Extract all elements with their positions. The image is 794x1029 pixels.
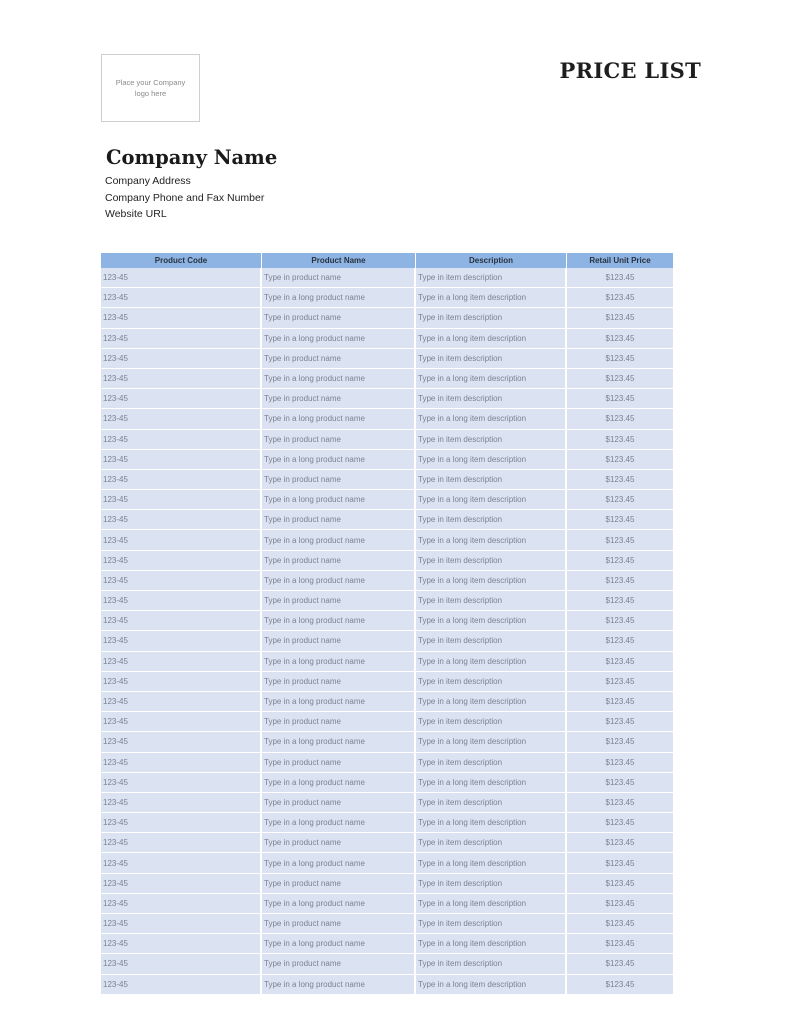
product-name-cell: Type in a long product name <box>262 611 416 631</box>
price-cell: $123.45 <box>567 470 673 490</box>
price-cell: $123.45 <box>567 369 673 389</box>
description-cell: Type in item description <box>416 268 567 288</box>
product-code-cell: 123-45 <box>101 268 262 288</box>
price-cell: $123.45 <box>567 934 673 954</box>
table-row <box>101 692 673 712</box>
description-cell: Type in item description <box>416 712 567 732</box>
price-cell: $123.45 <box>567 551 673 571</box>
product-code-cell: 123-45 <box>101 430 262 450</box>
price-cell: $123.45 <box>567 450 673 470</box>
product-code-cell: 123-45 <box>101 571 262 591</box>
product-name-cell: Type in product name <box>262 349 416 369</box>
product-code-cell: 123-45 <box>101 409 262 429</box>
table-row <box>101 874 673 894</box>
product-code-cell: 123-45 <box>101 934 262 954</box>
table-row <box>101 672 673 692</box>
description-cell: Type in item description <box>416 753 567 773</box>
company-name: Company Name <box>106 146 278 169</box>
description-cell: Type in a long item description <box>416 409 567 429</box>
description-cell: Type in a long item description <box>416 611 567 631</box>
header-retail-unit-price: Retail Unit Price <box>567 253 673 268</box>
table-row <box>101 712 673 732</box>
table-row <box>101 430 673 450</box>
price-cell: $123.45 <box>567 874 673 894</box>
description-cell: Type in a long item description <box>416 288 567 308</box>
product-code-cell: 123-45 <box>101 773 262 793</box>
table-row <box>101 288 673 308</box>
price-cell: $123.45 <box>567 672 673 692</box>
price-cell: $123.45 <box>567 591 673 611</box>
product-name-cell: Type in a long product name <box>262 329 416 349</box>
table-row <box>101 631 673 651</box>
product-code-cell: 123-45 <box>101 874 262 894</box>
table-row <box>101 591 673 611</box>
price-cell: $123.45 <box>567 308 673 328</box>
product-code-cell: 123-45 <box>101 853 262 873</box>
product-name-cell: Type in a long product name <box>262 369 416 389</box>
description-cell: Type in a long item description <box>416 853 567 873</box>
product-code-cell: 123-45 <box>101 753 262 773</box>
price-table <box>101 253 673 995</box>
product-code-cell: 123-45 <box>101 652 262 672</box>
price-cell: $123.45 <box>567 732 673 752</box>
product-code-cell: 123-45 <box>101 813 262 833</box>
table-row <box>101 793 673 813</box>
product-name-cell: Type in a long product name <box>262 853 416 873</box>
product-name-cell: Type in product name <box>262 874 416 894</box>
table-row <box>101 652 673 672</box>
description-cell: Type in item description <box>416 833 567 853</box>
product-name-cell: Type in product name <box>262 470 416 490</box>
description-cell: Type in a long item description <box>416 975 567 995</box>
product-name-cell: Type in product name <box>262 510 416 530</box>
price-cell: $123.45 <box>567 349 673 369</box>
table-row <box>101 389 673 409</box>
description-cell: Type in a long item description <box>416 652 567 672</box>
product-code-cell: 123-45 <box>101 611 262 631</box>
product-name-cell: Type in a long product name <box>262 934 416 954</box>
price-cell: $123.45 <box>567 712 673 732</box>
product-name-cell: Type in product name <box>262 914 416 934</box>
product-name-cell: Type in product name <box>262 551 416 571</box>
document-title: PRICE LIST <box>559 58 701 83</box>
table-row <box>101 510 673 530</box>
product-code-cell: 123-45 <box>101 914 262 934</box>
product-name-cell: Type in a long product name <box>262 409 416 429</box>
table-row <box>101 490 673 510</box>
description-cell: Type in item description <box>416 430 567 450</box>
product-name-cell: Type in a long product name <box>262 894 416 914</box>
product-code-cell: 123-45 <box>101 975 262 995</box>
description-cell: Type in a long item description <box>416 934 567 954</box>
company-website: Website URL <box>105 208 167 220</box>
product-name-cell: Type in product name <box>262 712 416 732</box>
description-cell: Type in a long item description <box>416 894 567 914</box>
description-cell: Type in a long item description <box>416 773 567 793</box>
product-name-cell: Type in a long product name <box>262 490 416 510</box>
description-cell: Type in item description <box>416 308 567 328</box>
description-cell: Type in item description <box>416 551 567 571</box>
table-row <box>101 571 673 591</box>
description-cell: Type in a long item description <box>416 329 567 349</box>
description-cell: Type in item description <box>416 349 567 369</box>
price-cell: $123.45 <box>567 975 673 995</box>
table-row <box>101 308 673 328</box>
company-phone-fax: Company Phone and Fax Number <box>105 192 265 204</box>
table-row <box>101 732 673 752</box>
table-row <box>101 470 673 490</box>
product-name-cell: Type in a long product name <box>262 975 416 995</box>
price-cell: $123.45 <box>567 530 673 550</box>
price-cell: $123.45 <box>567 954 673 974</box>
price-cell: $123.45 <box>567 753 673 773</box>
table-row <box>101 450 673 470</box>
description-cell: Type in item description <box>416 672 567 692</box>
product-code-cell: 123-45 <box>101 288 262 308</box>
header-description: Description <box>416 253 567 268</box>
product-name-cell: Type in a long product name <box>262 450 416 470</box>
price-cell: $123.45 <box>567 631 673 651</box>
product-name-cell: Type in product name <box>262 753 416 773</box>
product-name-cell: Type in a long product name <box>262 571 416 591</box>
table-row <box>101 914 673 934</box>
table-row <box>101 268 673 288</box>
table-row <box>101 369 673 389</box>
description-cell: Type in item description <box>416 914 567 934</box>
product-code-cell: 123-45 <box>101 793 262 813</box>
product-name-cell: Type in product name <box>262 793 416 813</box>
description-cell: Type in item description <box>416 389 567 409</box>
description-cell: Type in a long item description <box>416 450 567 470</box>
price-cell: $123.45 <box>567 813 673 833</box>
product-code-cell: 123-45 <box>101 470 262 490</box>
table-row <box>101 329 673 349</box>
table-row <box>101 853 673 873</box>
logo-placeholder-text: Place your Company logo here <box>115 78 186 98</box>
product-name-cell: Type in product name <box>262 631 416 651</box>
product-code-cell: 123-45 <box>101 308 262 328</box>
table-header-row <box>101 253 673 268</box>
description-cell: Type in item description <box>416 874 567 894</box>
price-cell: $123.45 <box>567 430 673 450</box>
description-cell: Type in a long item description <box>416 692 567 712</box>
product-code-cell: 123-45 <box>101 389 262 409</box>
price-cell: $123.45 <box>567 833 673 853</box>
product-code-cell: 123-45 <box>101 490 262 510</box>
price-cell: $123.45 <box>567 853 673 873</box>
price-cell: $123.45 <box>567 268 673 288</box>
header-product-name: Product Name <box>262 253 416 268</box>
product-name-cell: Type in a long product name <box>262 288 416 308</box>
table-row <box>101 611 673 631</box>
product-name-cell: Type in a long product name <box>262 530 416 550</box>
price-cell: $123.45 <box>567 490 673 510</box>
table-row <box>101 954 673 974</box>
description-cell: Type in a long item description <box>416 369 567 389</box>
product-code-cell: 123-45 <box>101 329 262 349</box>
description-cell: Type in item description <box>416 510 567 530</box>
price-cell: $123.45 <box>567 692 673 712</box>
price-cell: $123.45 <box>567 914 673 934</box>
description-cell: Type in a long item description <box>416 530 567 550</box>
price-cell: $123.45 <box>567 652 673 672</box>
product-code-cell: 123-45 <box>101 369 262 389</box>
price-cell: $123.45 <box>567 329 673 349</box>
product-code-cell: 123-45 <box>101 631 262 651</box>
price-cell: $123.45 <box>567 571 673 591</box>
price-cell: $123.45 <box>567 894 673 914</box>
product-name-cell: Type in product name <box>262 389 416 409</box>
table-row <box>101 813 673 833</box>
header-product-code: Product Code <box>101 253 262 268</box>
product-code-cell: 123-45 <box>101 349 262 369</box>
product-name-cell: Type in a long product name <box>262 813 416 833</box>
product-name-cell: Type in product name <box>262 833 416 853</box>
product-name-cell: Type in a long product name <box>262 773 416 793</box>
product-code-cell: 123-45 <box>101 450 262 470</box>
table-row <box>101 833 673 853</box>
product-code-cell: 123-45 <box>101 591 262 611</box>
table-row <box>101 894 673 914</box>
product-code-cell: 123-45 <box>101 712 262 732</box>
price-cell: $123.45 <box>567 409 673 429</box>
product-name-cell: Type in product name <box>262 672 416 692</box>
table-row <box>101 934 673 954</box>
table-row <box>101 409 673 429</box>
description-cell: Type in item description <box>416 793 567 813</box>
table-row <box>101 349 673 369</box>
description-cell: Type in a long item description <box>416 490 567 510</box>
description-cell: Type in item description <box>416 470 567 490</box>
product-name-cell: Type in a long product name <box>262 732 416 752</box>
description-cell: Type in item description <box>416 591 567 611</box>
price-cell: $123.45 <box>567 793 673 813</box>
description-cell: Type in item description <box>416 954 567 974</box>
description-cell: Type in a long item description <box>416 813 567 833</box>
product-name-cell: Type in product name <box>262 954 416 974</box>
product-code-cell: 123-45 <box>101 894 262 914</box>
price-cell: $123.45 <box>567 611 673 631</box>
product-name-cell: Type in product name <box>262 591 416 611</box>
product-code-cell: 123-45 <box>101 530 262 550</box>
price-cell: $123.45 <box>567 773 673 793</box>
product-name-cell: Type in product name <box>262 308 416 328</box>
logo-placeholder <box>101 54 200 122</box>
price-cell: $123.45 <box>567 510 673 530</box>
description-cell: Type in a long item description <box>416 732 567 752</box>
table-row <box>101 530 673 550</box>
table-row <box>101 551 673 571</box>
description-cell: Type in item description <box>416 631 567 651</box>
description-cell: Type in a long item description <box>416 571 567 591</box>
price-cell: $123.45 <box>567 389 673 409</box>
product-code-cell: 123-45 <box>101 551 262 571</box>
product-code-cell: 123-45 <box>101 692 262 712</box>
product-name-cell: Type in product name <box>262 268 416 288</box>
product-code-cell: 123-45 <box>101 732 262 752</box>
product-code-cell: 123-45 <box>101 954 262 974</box>
table-row <box>101 753 673 773</box>
table-row <box>101 773 673 793</box>
product-name-cell: Type in a long product name <box>262 652 416 672</box>
table-row <box>101 975 673 995</box>
product-name-cell: Type in product name <box>262 430 416 450</box>
product-code-cell: 123-45 <box>101 833 262 853</box>
company-address: Company Address <box>105 175 191 187</box>
product-code-cell: 123-45 <box>101 672 262 692</box>
price-cell: $123.45 <box>567 288 673 308</box>
price-table-body <box>101 268 673 995</box>
product-code-cell: 123-45 <box>101 510 262 530</box>
product-name-cell: Type in a long product name <box>262 692 416 712</box>
